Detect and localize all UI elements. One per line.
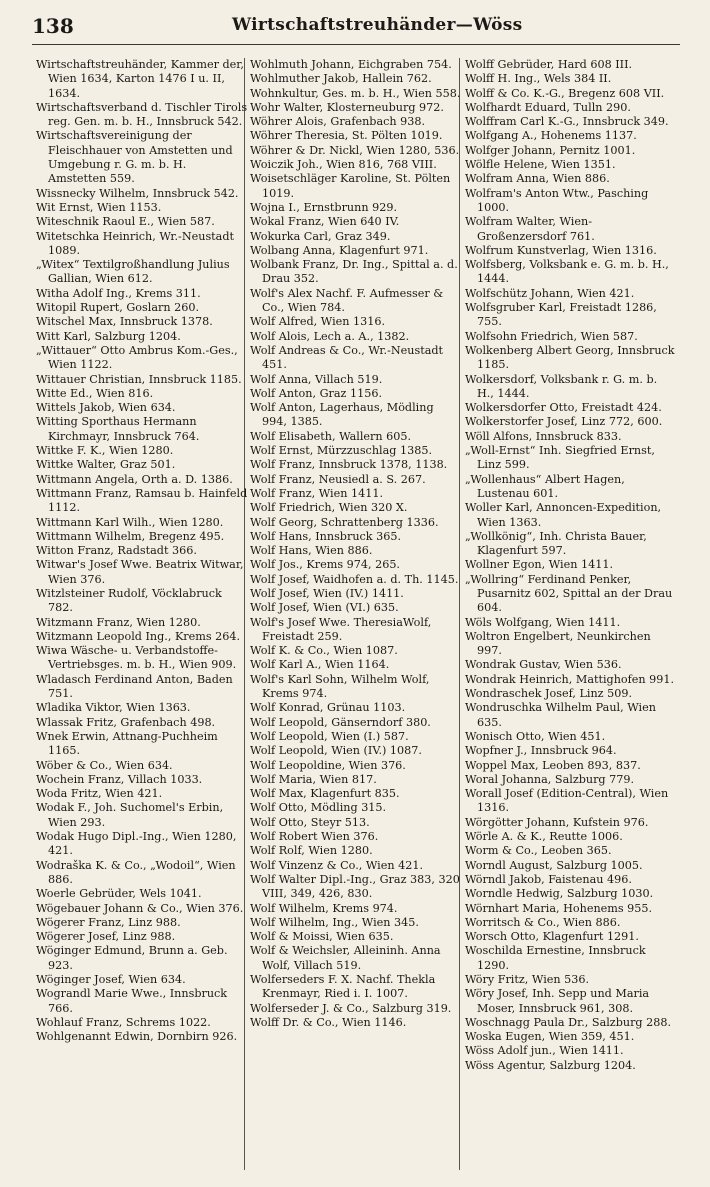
running-title: Wirtschaftstreuhänder—Wöss <box>232 15 523 35</box>
directory-entry: Wittmann Franz, Ramsau b. Hainfeld 1112. <box>36 486 248 515</box>
directory-entry: Wolkersdorf, Volksbank r. G. m. b. H., 1444. <box>465 372 658 400</box>
directory-entry: Wöss Adolf jun., Wien 1411. <box>465 1044 624 1058</box>
directory-entry: Witting Sporthaus Hermann Kirchmayr, Innsbruck 764. <box>36 415 200 443</box>
directory-entry: Wolf's Alex Nachf. F. Aufmesser & Co., Wien 784. <box>250 286 444 315</box>
directory-entry: Wolf Ernst, Mürzzuschlag 1385. <box>250 444 433 458</box>
directory-entry: Wolf & Moissi, Wien 635. <box>250 930 394 944</box>
directory-entry: Wolf Leopoldine, Wien 376. <box>250 758 406 772</box>
directory-entry: Wondraschek Josef, Linz 509. <box>465 687 633 701</box>
directory-entry: Witzmann Leopold Ing., Krems 264. <box>36 629 241 643</box>
directory-entry: Wittmann Karl Wilh., Wien 1280. <box>36 515 224 529</box>
directory-entry: Witton Franz, Radstadt 366. <box>36 544 197 558</box>
directory-entry: Wolf Anton, Lagerhaus, Mödling 994, 1385. <box>250 401 434 429</box>
directory-entry: Wolf Alfred, Wien 1316. <box>250 315 386 329</box>
directory-entry: Wolf Wilhelm, Ing., Wien 345. <box>250 915 419 929</box>
directory-entry: Witzlsteiner Rudolf, Vöcklabruck 782. <box>36 586 222 615</box>
directory-entry: Wochein Franz, Villach 1033. <box>36 772 203 786</box>
directory-entry: Wondruschka Wilhelm Paul, Wien 635. <box>465 701 656 729</box>
directory-entry: Wöhrer Theresia, St. Pölten 1019. <box>250 129 443 143</box>
directory-entry: Worall Josef (Edition-Central), Wien 1316. <box>465 787 669 815</box>
directory-entry: Wit Ernst, Wien 1153. <box>36 200 162 214</box>
directory-entry: Wittmann Angela, Orth a. D. 1386. <box>36 472 233 486</box>
directory-entry: Wöll Alfons, Innsbruck 833. <box>465 429 622 443</box>
directory-entry: Wöls Wolfgang, Wien 1411. <box>465 615 621 629</box>
directory-entry: Wollner Egon, Wien 1411. <box>465 558 614 572</box>
directory-entry: Wirtschaftsverband d. Tischler Tirols reg. Gen. m. b. H., Innsbruck 542. <box>36 100 248 129</box>
directory-entry: Wiwa Wäsche- u. Verbandstoffe-Vertriebsges. m. b. H., Wien 909. <box>36 644 237 672</box>
directory-entry: „Woll-Ernst“ Inh. Siegfried Ernst, Linz 599. <box>465 444 655 472</box>
directory-entry: Wolf Rolf, Wien 1280. <box>250 844 373 858</box>
directory-entry: Wolf Wilhelm, Krems 974. <box>250 901 398 915</box>
directory-entry: Wohnkultur, Ges. m. b. H., Wien 558. <box>250 86 461 100</box>
directory-entry: Witt Karl, Salzburg 1204. <box>36 329 181 343</box>
directory-entry: Woppel Max, Leoben 893, 837. <box>465 758 641 772</box>
directory-entry: Wirtschaftstreuhänder, Kammer der, Wien 1634, Karton 1476 I u. II, 1634. <box>36 58 244 100</box>
directory-entry: Wöginger Edmund, Brunn a. Geb. 923. <box>36 944 228 972</box>
directory-entry: Wolffram Carl K.-G., Innsbruck 349. <box>465 115 669 129</box>
directory-entry: Witeschnik Raoul E., Wien 587. <box>36 215 215 229</box>
directory-entry: Wolbang Anna, Klagenfurt 971. <box>250 243 429 257</box>
directory-entry: Woisetschläger Karoline, St. Pölten 1019. <box>250 172 451 200</box>
directory-entry: Wopfner J., Innsbruck 964. <box>465 744 617 758</box>
directory-entry: Wöhrer Alois, Grafenbach 938. <box>250 115 426 129</box>
directory-entry: Wölfle Helene, Wien 1351. <box>465 158 616 172</box>
directory-entry: Wolf Anna, Villach 519. <box>250 372 383 386</box>
directory-entry: Wolf's Josef Wwe. TheresiaWolf, Freistadt 259. <box>250 615 432 643</box>
directory-entry: Wolf Otto, Mödling 315. <box>250 801 387 815</box>
column-right <box>465 58 677 1073</box>
directory-entry: Wolf Anton, Graz 1156. <box>250 386 383 400</box>
directory-entry: „Wollkönig“, Inh. Christa Bauer, Klagenfurt 597. <box>465 529 647 558</box>
running-header <box>32 14 688 44</box>
directory-entry: Wolf Franz, Neusiedl a. S. 267. <box>250 472 426 486</box>
directory-entry: Wolfger Johann, Pernitz 1001. <box>465 143 636 157</box>
page-number: 138 <box>32 14 74 38</box>
directory-entry: Wolfram Anna, Wien 886. <box>465 172 610 186</box>
directory-entry: Worsch Otto, Klagenfurt 1291. <box>465 930 639 944</box>
directory-entry: Wögerer Franz, Linz 988. <box>36 915 181 929</box>
directory-entry: Wolf Max, Klagenfurt 835. <box>250 787 400 801</box>
directory-entry: Witte Ed., Wien 816. <box>36 386 154 400</box>
directory-entry: Wittke F. K., Wien 1280. <box>36 444 174 458</box>
directory-entry: Wohlgenannt Edwin, Dornbirn 926. <box>36 1030 238 1044</box>
directory-entry: Wolf Hans, Innsbruck 365. <box>250 529 402 543</box>
directory-entry: Wohr Walter, Klosterneuburg 972. <box>250 100 444 114</box>
directory-entry: Wolf Josef, Waidhofen a. d. Th. 1145. <box>250 572 459 586</box>
directory-entry: Wolf Franz, Innsbruck 1378, 1138. <box>250 458 448 472</box>
directory-entry: Wolfram's Anton Wtw., Pasching 1000. <box>465 186 649 214</box>
directory-entry: Wolf & Weichsler, Alleininh. Anna Wolf, Villach 519. <box>250 944 441 972</box>
directory-entry: Wolfram Walter, Wien-Großenzersdorf 761. <box>465 215 595 243</box>
directory-entry: Wörnhart Maria, Hohenems 955. <box>465 901 653 915</box>
directory-entry: Wittauer Christian, Innsbruck 1185. <box>36 372 242 386</box>
directory-entry: Wolfgang A., Hohenems 1137. <box>465 129 637 143</box>
directory-entry: Wolfhardt Eduard, Tulln 290. <box>465 100 631 114</box>
directory-entry: Wolff & Co. K.-G., Bregenz 608 VII. <box>465 86 665 100</box>
directory-entry: Wolf Leopold, Wien (IV.) 1087. <box>250 744 422 758</box>
directory-entry: Wolf Franz, Wien 1411. <box>250 486 384 500</box>
directory-entry: Witha Adolf Ing., Krems 311. <box>36 286 201 300</box>
directory-entry: Wittmann Wilhelm, Bregenz 495. <box>36 529 225 543</box>
directory-entry: Witetschka Heinrich, Wr.-Neustadt 1089. <box>36 229 235 257</box>
directory-entry: Wolf Friedrich, Wien 320 X. <box>250 501 408 515</box>
directory-entry: Wolkerstorfer Josef, Linz 772, 600. <box>465 415 663 429</box>
directory-entry: Wohlmuther Jakob, Hallein 762. <box>250 72 432 86</box>
directory-entry: Wissnecky Wilhelm, Innsbruck 542. <box>36 186 239 200</box>
directory-entry: Wolf Elisabeth, Wallern 605. <box>250 429 412 443</box>
directory-entry: Wolferseders F. X. Nachf. Thekla Krenmayr, Ried i. I. 1007. <box>250 973 436 1001</box>
directory-entry: „Wollenhaus“ Albert Hagen, Lustenau 601. <box>465 472 625 500</box>
directory-entry: Worndl August, Salzburg 1005. <box>465 858 643 872</box>
directory-entry: Wolf Leopold, Gänserndorf 380. <box>250 715 431 729</box>
directory-entry: Wohlauf Franz, Schrems 1022. <box>36 1015 211 1029</box>
directory-entry: Woschnagg Paula Dr., Salzburg 288. <box>465 1015 672 1029</box>
directory-entry: Wolf Andreas & Co., Wr.-Neustadt 451. <box>250 343 444 372</box>
directory-entry: Woiczik Joh., Wien 816, 768 VIII. <box>250 158 437 172</box>
directory-entry: Witzmann Franz, Wien 1280. <box>36 615 201 629</box>
directory-entry: Wörgötter Johann, Kufstein 976. <box>465 815 649 829</box>
directory-entry: Wohlmuth Johann, Eichgraben 754. <box>250 58 452 71</box>
directory-entry: Wolferseder J. & Co., Salzburg 319. <box>250 1001 452 1015</box>
directory-entry: Wolf Maria, Wien 817. <box>250 772 377 786</box>
directory-entry: Wolfrum Kunstverlag, Wien 1316. <box>465 243 657 257</box>
directory-entry: Wladasch Ferdinand Anton, Baden 751. <box>36 672 233 701</box>
directory-entry: Wörle A. & K., Reutte 1006. <box>465 830 623 844</box>
directory-entry: Woska Eugen, Wien 359, 451. <box>465 1030 635 1044</box>
directory-entry: Worm & Co., Leoben 365. <box>465 844 612 858</box>
directory-entry: Wolf Alois, Lech a. A., 1382. <box>250 329 410 343</box>
directory-entry: Wolf Josef, Wien (IV.) 1411. <box>250 586 404 600</box>
directory-entry: Witwar's Josef Wwe. Beatrix Witwar, Wien 376. <box>36 558 244 586</box>
directory-entry: Wolkenberg Albert Georg, Innsbruck 1185. <box>465 343 675 372</box>
directory-entry: Wolf Georg, Schrattenberg 1336. <box>250 515 439 529</box>
directory-entry: „Wollring“ Ferdinand Penker, Pusarnitz 602, Spittal an der Drau 604. <box>465 572 673 615</box>
directory-entry: Wondrak Gustav, Wien 536. <box>465 658 622 672</box>
directory-entry: Woltron Engelbert, Neunkirchen 997. <box>465 629 651 658</box>
directory-entry: Wolf Walter Dipl.-Ing., Graz 383, 320 VIII, 349, 426, 830. <box>250 872 460 901</box>
directory-entry: Wögebauer Johann & Co., Wien 376. <box>36 901 244 915</box>
directory-entry: Wolf Robert Wien 376. <box>250 830 379 844</box>
directory-entry: Wondrak Heinrich, Mattighofen 991. <box>465 672 675 686</box>
directory-entry: Wolf Josef, Wien (VI.) 635. <box>250 601 399 615</box>
directory-entry: Wolf Otto, Steyr 513. <box>250 815 370 829</box>
directory-entry: Wolkersdorfer Otto, Freistadt 424. <box>465 401 662 415</box>
directory-entry: Wodak Hugo Dipl.-Ing., Wien 1280, 421. <box>36 830 237 858</box>
directory-entry: Wörndl Jakob, Faistenau 496. <box>465 872 632 886</box>
directory-entry: Wolf's Karl Sohn, Wilhelm Wolf, Krems 974. <box>250 672 430 701</box>
directory-entry: Wolf Jos., Krems 974, 265. <box>250 558 400 572</box>
column-middle <box>250 58 462 1030</box>
directory-entry: Wolfsohn Friedrich, Wien 587. <box>465 329 638 343</box>
directory-entry: Wolf K. & Co., Wien 1087. <box>250 644 398 658</box>
directory-entry: Wokal Franz, Wien 640 IV. <box>250 215 400 229</box>
directory-entry: Woller Karl, Annoncen-Expedition, Wien 1363. <box>465 501 662 529</box>
directory-entry: Witopil Rupert, Goslarn 260. <box>36 301 200 315</box>
directory-entry: Wöry Fritz, Wien 536. <box>465 973 590 986</box>
directory-entry: Wolf Konrad, Grünau 1103. <box>250 701 406 715</box>
directory-entry: Wnek Erwin, Attnang-Puchheim 1165. <box>36 729 218 758</box>
directory-entry: Wodraška K. & Co., „Wodoil“, Wien 886. <box>36 858 236 886</box>
directory-entry: Witschel Max, Innsbruck 1378. <box>36 315 213 329</box>
directory-entry: Worndle Hedwig, Salzburg 1030. <box>465 887 654 901</box>
directory-entry: Wögerer Josef, Linz 988. <box>36 930 176 944</box>
directory-entry: Wolf Leopold, Wien (I.) 587. <box>250 729 409 743</box>
directory-entry: Wograndl Marie Wwe., Innsbruck 766. <box>36 987 228 1015</box>
directory-entry: Wöhrer & Dr. Nickl, Wien 1280, 536. <box>250 143 460 157</box>
directory-entry: Wolff Dr. & Co., Wien 1146. <box>250 1015 407 1029</box>
directory-entry: Wolfsberg, Volksbank e. G. m. b. H., 1444. <box>465 258 669 286</box>
directory-entry: Wolff H. Ing., Wels 384 II. <box>465 72 612 86</box>
directory-entry: Wittke Walter, Graz 501. <box>36 458 176 472</box>
directory-entry: Wolf Karl A., Wien 1164. <box>250 658 390 672</box>
directory-entry: Wonisch Otto, Wien 451. <box>465 729 606 743</box>
directory-entry: Woral Johanna, Salzburg 779. <box>465 772 635 786</box>
directory-entry: Wokurka Carl, Graz 349. <box>250 229 391 243</box>
directory-entry: Wöss Agentur, Salzburg 1204. <box>465 1058 636 1072</box>
directory-entry: Wojna I., Ernstbrunn 929. <box>250 200 398 214</box>
directory-entry: Wöber & Co., Wien 634. <box>36 758 173 772</box>
directory-entry: Wolf Hans, Wien 886. <box>250 544 373 558</box>
directory-entry: Wolfsgruber Karl, Freistadt 1286, 755. <box>465 301 657 329</box>
column-left <box>36 58 248 1044</box>
directory-entry: Wladika Viktor, Wien 1363. <box>36 701 191 715</box>
directory-entry: Wirtschaftsvereinigung der Fleischhauer von Amstetten und Umgebung r. G. m. b. H. Amstetten 559. <box>36 129 233 186</box>
directory-entry: Woerle Gebrüder, Wels 1041. <box>36 887 202 901</box>
directory-entry: Wolff Gebrüder, Hard 608 III. <box>465 58 633 71</box>
directory-entry: Woda Fritz, Wien 421. <box>36 787 163 801</box>
directory-entry: Wlassak Fritz, Grafenbach 498. <box>36 715 216 729</box>
directory-entry: Wolbank Franz, Dr. Ing., Spittal a. d. Drau 352. <box>250 258 458 286</box>
directory-entry: Wolf Vinzenz & Co., Wien 421. <box>250 858 424 872</box>
header-rule <box>32 44 680 45</box>
directory-entry: Worritsch & Co., Wien 886. <box>465 915 621 929</box>
directory-entry: Wittels Jakob, Wien 634. <box>36 401 176 415</box>
directory-entry: Wöginger Josef, Wien 634. <box>36 973 186 986</box>
directory-entry: „Wittauer“ Otto Ambrus Kom.-Ges., Wien 1122. <box>36 343 238 372</box>
directory-entry: Wöry Josef, Inh. Sepp und Maria Moser, Innsbruck 961, 308. <box>465 987 650 1015</box>
directory-entry: Woschilda Ernestine, Innsbruck 1290. <box>465 944 646 972</box>
directory-entry: Wodak F., Joh. Suchomel's Erbin, Wien 293. <box>36 801 224 829</box>
directory-entry: Wolfschütz Johann, Wien 421. <box>465 286 635 300</box>
directory-entry: „Witex“ Textilgroßhandlung Julius Gallian, Wien 612. <box>36 258 230 286</box>
